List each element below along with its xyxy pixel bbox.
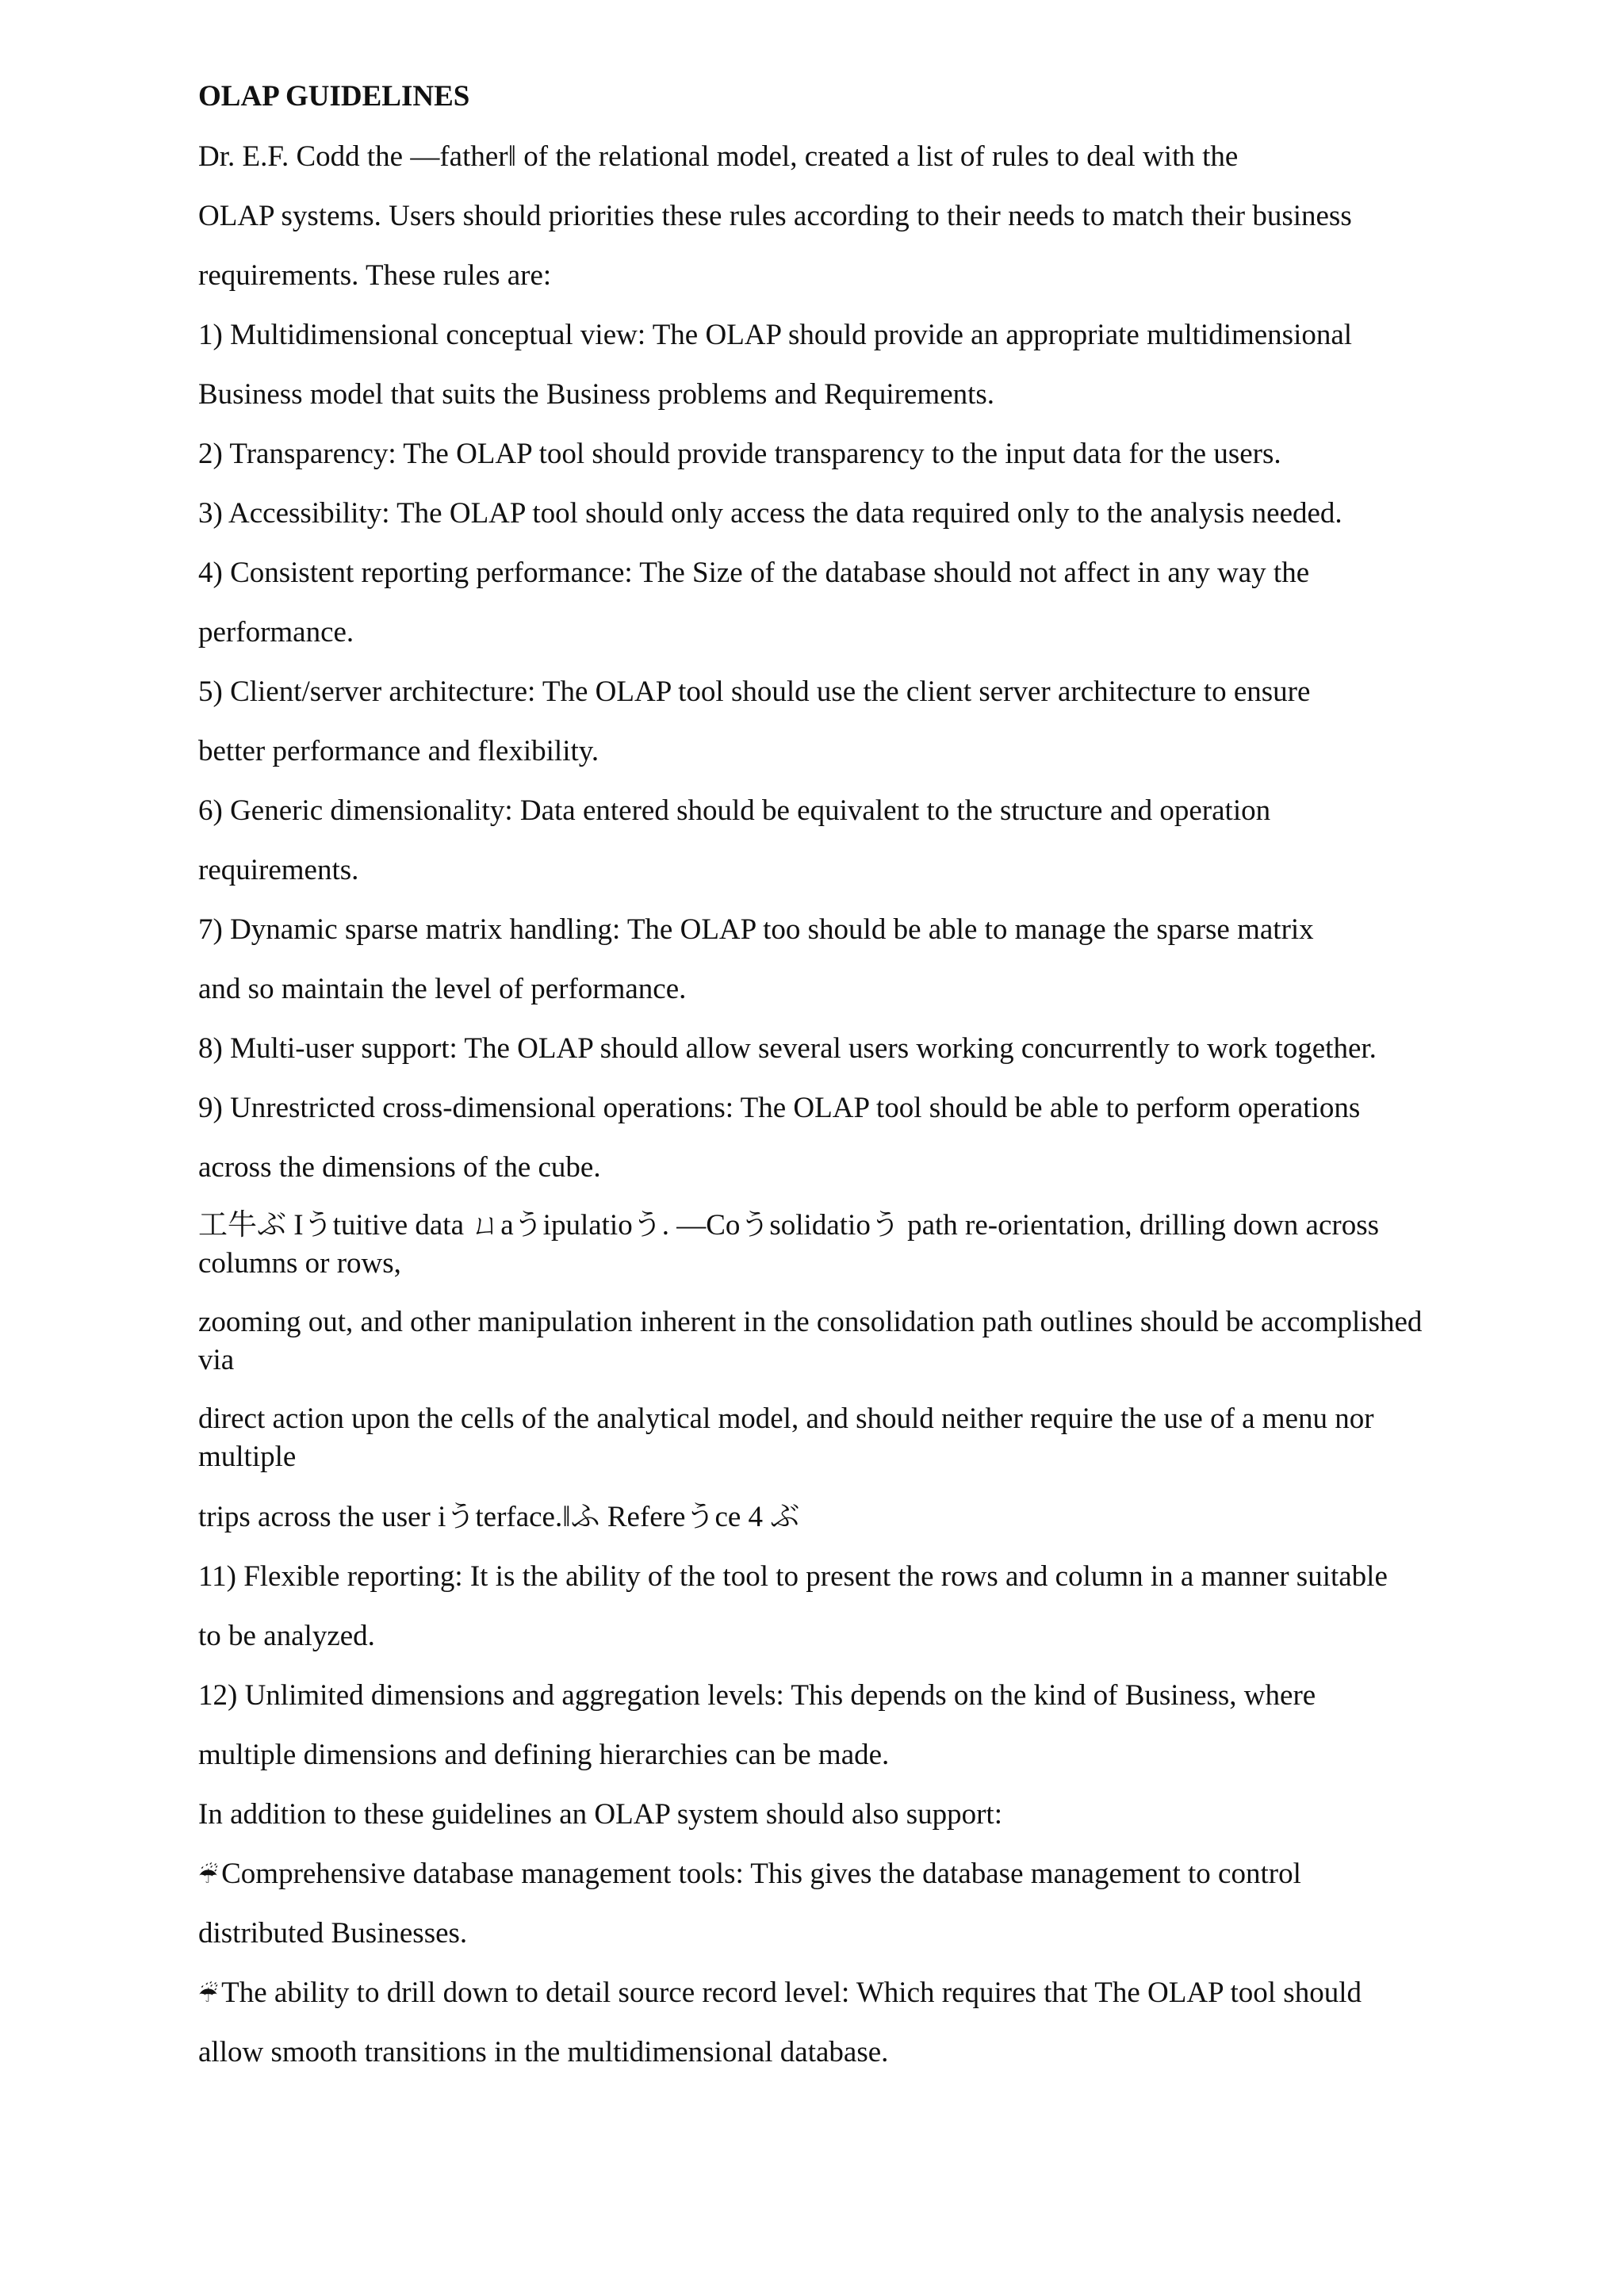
rule-3-line: 3) Accessibility: The OLAP tool should only access the data required only to the analysis needed. xyxy=(198,497,1342,530)
rule-10-paragraph-3: direct action upon the cells of the analytical model, and should neither require the use of a menu nor multiple xyxy=(198,1402,1374,1473)
addition-intro-line: In addition to these guidelines an OLAP system should also support: xyxy=(198,1798,1002,1831)
rule-5-line-2: better performance and flexibility. xyxy=(198,735,599,767)
rule-2-line: 2) Transparency: The OLAP tool should provide transparency to the input data for the users. xyxy=(198,438,1281,470)
rule-5-line-1: 5) Client/server architecture: The OLAP tool should use the client server architecture to ensure xyxy=(198,675,1311,708)
intro-line-1: Dr. E.F. Codd the ―father‖ of the relational model, created a list of rules to deal with the xyxy=(198,140,1239,173)
bullet-1-text-1: Comprehensive database management tools: This gives the database management to control xyxy=(221,1858,1301,1890)
rule-11-line-1: 11) Flexible reporting: It is the ability of the tool to present the rows and column in a manner suitable xyxy=(198,1560,1388,1593)
bullet-2-text-1: The ability to drill down to detail source record level: Which requires that The OLAP tool should xyxy=(221,1976,1362,2009)
rule-6-line-2: requirements. xyxy=(198,854,359,886)
rule-10-paragraph-1: 工牛ぶ Iうtuitive data ㄩaうipulatioう. ―Coうsolidatioう path re-orientation, drilling down across columns or rows, xyxy=(198,1209,1379,1280)
bullet-2-line-2: allow smooth transitions in the multidimensional database. xyxy=(198,2036,889,2068)
rule-9-line-2: across the dimensions of the cube. xyxy=(198,1151,601,1184)
rule-8-line: 8) Multi-user support: The OLAP should allow several users working concurrently to work together. xyxy=(198,1032,1377,1065)
page-title: OLAP GUIDELINES xyxy=(198,80,470,113)
rule-9-line-1: 9) Unrestricted cross-dimensional operations: The OLAP tool should be able to perform operations xyxy=(198,1092,1361,1124)
rule-4-line-1: 4) Consistent reporting performance: The Size of the database should not affect in any way the xyxy=(198,557,1310,589)
rule-1-line-2: Business model that suits the Business problems and Requirements. xyxy=(198,378,995,411)
rule-12-line-2: multiple dimensions and defining hierarchies can be made. xyxy=(198,1739,890,1771)
rule-11-line-2: to be analyzed. xyxy=(198,1620,375,1652)
rule-6-line-1: 6) Generic dimensionality: Data entered should be equivalent to the structure and operation xyxy=(198,794,1271,827)
rule-10-paragraph-2: zooming out, and other manipulation inherent in the consolidation path outlines should be accomplished via xyxy=(198,1306,1423,1376)
rule-7-line-1: 7) Dynamic sparse matrix handling: The OLAP too should be able to manage the sparse matrix xyxy=(198,913,1314,946)
intro-line-2: OLAP systems. Users should priorities these rules according to their needs to match their business xyxy=(198,200,1352,232)
umbrella-bullet-icon: ☔ xyxy=(198,1981,219,2007)
rule-12-line-1: 12) Unlimited dimensions and aggregation levels: This depends on the kind of Business, where xyxy=(198,1679,1316,1712)
umbrella-bullet-icon: ☔ xyxy=(198,1862,219,1888)
bullet-2-line-1 xyxy=(198,1973,1435,2014)
bullet-1-line-2: distributed Businesses. xyxy=(198,1917,468,1950)
bullet-1-line-1 xyxy=(198,1854,1435,1895)
rule-10-paragraph-4: trips across the user iうterface.‖ふ Refereうce 4 ぶ xyxy=(198,1501,800,1533)
intro-line-3: requirements. These rules are: xyxy=(198,259,552,292)
rule-1-line-1: 1) Multidimensional conceptual view: The OLAP should provide an appropriate multidimensional xyxy=(198,319,1353,351)
document-page xyxy=(198,76,1435,2091)
rule-7-line-2: and so maintain the level of performance. xyxy=(198,973,687,1005)
rule-4-line-2: performance. xyxy=(198,616,354,649)
